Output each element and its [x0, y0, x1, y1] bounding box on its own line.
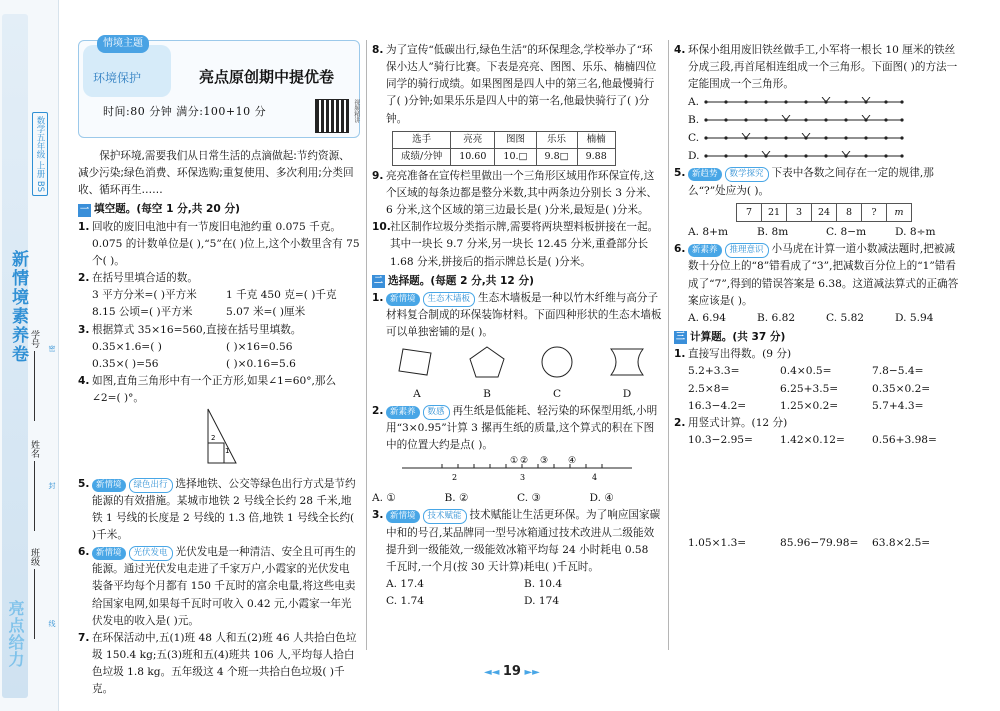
series-title: 新情境素养卷	[8, 250, 28, 364]
section-number: 三	[675, 332, 685, 343]
option-a[interactable]: A. ①	[372, 492, 396, 505]
seq-cell: m	[887, 203, 912, 221]
student-id-label: 学号	[29, 330, 39, 348]
math-item: 2.5×8=	[688, 382, 730, 395]
math-item: 63.8×2.5=	[872, 537, 931, 550]
question-text: 直接写出得数。(9 分)	[688, 348, 792, 361]
section-title: 填空题。(每空 1 分,共 20 分)	[94, 203, 240, 216]
fill-item: ( )×16=0.56	[226, 340, 293, 353]
qr-code-icon[interactable]	[315, 99, 349, 133]
seal-char: 密	[48, 345, 56, 352]
question-text: 生态木墙板是一种以竹木纤维与高分子材料复合制成的环保装饰材料。下面四种形状的生态木墙板可以单独密铺的是( )。	[386, 291, 662, 339]
qr-note: 视频精讲	[352, 99, 360, 123]
shape-option-c[interactable]	[537, 345, 577, 402]
section-number: 二	[373, 275, 383, 286]
option-label: B	[483, 387, 491, 400]
tag-new-context: 新情境	[92, 479, 126, 492]
option-b[interactable]: B. ②	[444, 492, 469, 505]
angle-label-2: 2	[211, 434, 216, 443]
student-id-field	[28, 330, 41, 421]
question-number: 3.	[372, 509, 384, 522]
question-6	[78, 544, 360, 630]
option-b[interactable]: B. 6.82	[757, 311, 796, 324]
wire-option-c[interactable]	[688, 129, 964, 147]
name-label: 姓名	[29, 440, 39, 458]
class-label: 班级	[29, 548, 39, 566]
wire-option-d[interactable]	[688, 147, 964, 165]
question-text: 回收的废旧电池中有一节废旧电池约重 0.075 千克。0.075 的计数单位是( ),“5”在( )位上,这个小数里含有 75 个( )。	[92, 220, 360, 267]
fill-item: 8.15 公顷=( )平方米	[92, 306, 193, 319]
ride-results-table	[392, 131, 616, 166]
tag-new-context: 新情境	[386, 510, 420, 523]
point-label: ④	[568, 456, 577, 467]
question-number: 10.	[372, 221, 391, 234]
math-item: 0.4×0.5=	[780, 365, 832, 378]
choice-5-options	[674, 224, 964, 241]
choice-3	[372, 507, 662, 576]
table-cell: 9.88	[577, 148, 615, 165]
option-a[interactable]: A. 6.94	[688, 311, 726, 324]
question-text: 如图,直角三角形中有一个正方形,如果∠1=60°,那么∠2=( )°。	[92, 375, 337, 405]
number-line	[372, 454, 662, 484]
table-header-cell: 乐乐	[536, 131, 577, 148]
math-item: 7.8−5.4=	[872, 365, 924, 378]
option-d[interactable]: D. 8÷m	[895, 226, 936, 239]
column-3	[674, 42, 964, 552]
exam-title: 亮点原创期中提优卷	[199, 68, 335, 86]
question-5	[78, 476, 360, 545]
question-text: 环保小组用废旧铁丝做手工,小军将一根长 10 厘米的铁丝分成三段,再首尾相连组成一个三角形。下面图( )的方法一定能围成一个三角形。	[688, 44, 958, 91]
seq-cell: 3	[787, 203, 812, 221]
option-c[interactable]: C. 8−m	[826, 226, 867, 239]
choice-4	[674, 42, 964, 93]
wire-option-a[interactable]	[688, 93, 964, 111]
seq-cell: 7	[737, 203, 762, 221]
section-title: 选择题。(每题 2 分,共 12 分)	[388, 274, 534, 287]
question-8	[372, 42, 662, 128]
table-header-cell: 亮亮	[451, 131, 495, 148]
column-divider	[668, 40, 669, 650]
question-text: 选择地铁、公交等绿色出行方式是节约能源的有效措施。某城市地铁 2 号线全长约 28 千米,地铁 1 号线的长度是 2 号线的 1.3 倍,地铁 1 号线全长约( )千米。	[92, 477, 356, 541]
fill-item: 0.35×( )=56	[92, 357, 159, 370]
column-1	[78, 40, 360, 699]
exam-header	[78, 40, 360, 138]
question-text: 在环保活动中,五(1)班 48 人和五(2)班 46 人共拾白色垃圾 150.4 kg;五(3)班和五(4)班共 106 人,平均每人拾白色垃圾 1.8 kg。五年级这 4 个班一共拾白色垃圾( )千克。	[92, 631, 357, 696]
seq-cell: ?	[862, 203, 887, 221]
choice-2-options	[372, 490, 662, 507]
option-b[interactable]: B. 8m	[757, 226, 789, 239]
column-2	[372, 42, 662, 610]
theme-name: 环境保护	[93, 71, 142, 85]
question-number: 2.	[372, 404, 384, 417]
tag-topic: 绿色出行	[129, 478, 173, 493]
question-text: 亮亮准备在宣传栏里做出一个三角形区域用作环保宣传,这个区域的每条边都是整分米数,其中两条边分别长 3 分米、6 分米,这个区域的第三边最长是( )分米,最短是( )分米。	[386, 169, 658, 217]
fill-line	[34, 461, 35, 531]
tag-topic: 技术赋能	[423, 509, 467, 524]
vertical-calc-row-2	[674, 535, 964, 552]
triangle-square-figure	[78, 407, 360, 469]
seq-cell: 8	[837, 203, 862, 221]
tag-topic: 数感	[423, 405, 450, 420]
choice-6-options	[674, 310, 964, 327]
pentagon-icon	[467, 345, 507, 379]
brand-logo: 亮点给力	[6, 600, 25, 668]
section-heading	[674, 329, 964, 346]
question-10	[372, 219, 662, 270]
option-label: C.	[688, 131, 700, 144]
choice-6	[674, 241, 964, 310]
question-9	[372, 168, 662, 219]
option-d[interactable]: D. 174	[524, 595, 560, 608]
angle-label-1: 1	[225, 447, 230, 456]
choice-1	[372, 290, 662, 341]
table-cell: 10.60	[451, 148, 495, 165]
seq-cell: 24	[812, 203, 837, 221]
intro-paragraph: 保护环境,需要我们从日常生活的点滴做起:节约资源、减少污染;绿色消费、环保选购;重复使用、多次利用;分类回收、循环再生……	[78, 150, 354, 197]
math-item: 85.96−79.98=	[780, 537, 859, 550]
seq-cell: 21	[762, 203, 787, 221]
option-label: D.	[688, 149, 700, 162]
table-cell: 成绩/分钟	[393, 148, 451, 165]
option-label: D	[622, 387, 632, 400]
question-number: 2.	[674, 416, 686, 429]
choice-3-options-row2	[372, 593, 662, 610]
wire-options	[674, 93, 964, 165]
fill-item: ( )×0.16=5.6	[226, 357, 296, 370]
tag-new-literacy: 新素养	[688, 244, 722, 257]
option-d[interactable]: D. ④	[589, 492, 614, 505]
tick-label: 2	[452, 473, 458, 483]
choice-3-options-row1	[372, 576, 662, 593]
option-a[interactable]: A. 8+m	[688, 226, 729, 239]
table-header-cell: 楠楠	[577, 131, 615, 148]
section-title: 计算题。(共 37 分)	[690, 331, 786, 344]
concave-shape-icon	[607, 345, 647, 379]
question-text: 社区制作垃圾分类指示牌,需要将两块塑料板拼接在一起。其中一块长 9.7 分米,另一块长 12.45 分米,重叠部分长 1.68 分米,拼接后的指示牌总长是( )分米。	[390, 221, 659, 268]
option-c[interactable]: C. 5.82	[826, 311, 865, 324]
option-b[interactable]: B. 10.4	[524, 578, 563, 591]
tag-new-context: 新情境	[92, 547, 126, 560]
left-arrows-icon: ◄◄	[484, 667, 503, 678]
tag-topic: 生态木墙板	[423, 292, 476, 307]
option-c[interactable]: C. 1.74	[386, 595, 425, 608]
circle-icon	[537, 345, 577, 379]
number-sequence-table	[736, 203, 912, 222]
fill-item: 3 平方分米=( )平方米	[92, 289, 197, 302]
name-field	[28, 440, 41, 531]
vertical-calc-row-1	[674, 432, 964, 449]
math-item: 16.3−4.2=	[688, 399, 747, 412]
question-7	[78, 630, 360, 699]
wire-option-b[interactable]	[688, 111, 964, 129]
question-number: 8.	[372, 44, 384, 56]
segmented-wire-icon	[704, 133, 904, 143]
question-text: 根据算式 35×16=560,直接在括号里填数。	[92, 323, 302, 336]
quadrilateral-icon	[397, 345, 437, 379]
question-1	[78, 219, 360, 270]
question-number: 2.	[78, 272, 90, 285]
seal-char: 线	[48, 620, 56, 627]
question-number: 7.	[78, 631, 90, 644]
fill-line	[34, 569, 35, 639]
tag-new-context: 新情境	[386, 293, 420, 306]
section-heading	[78, 201, 360, 218]
question-number: 1.	[78, 220, 90, 233]
question-4	[78, 373, 360, 407]
column-divider	[366, 40, 367, 650]
tag-new-trend: 新趋势	[688, 168, 722, 181]
option-d[interactable]: D. 5.94	[895, 311, 934, 324]
segmented-wire-icon	[704, 151, 904, 161]
segmented-wire-icon	[704, 115, 904, 125]
table-cell: 9.8□	[536, 148, 577, 165]
tag-new-literacy: 新素养	[386, 406, 420, 419]
theme-tag: 情境主题	[97, 35, 149, 53]
point-label: ③	[540, 456, 549, 467]
math-item: 5.7+4.3=	[872, 399, 924, 412]
work-space	[674, 449, 964, 535]
segmented-wire-icon	[704, 97, 904, 107]
question-text: 在括号里填合适的数。	[92, 272, 198, 285]
section-number: 一	[79, 204, 89, 215]
shape-option-a[interactable]	[397, 345, 437, 402]
shape-option-d[interactable]	[607, 345, 647, 402]
point-label: ②	[520, 456, 529, 467]
fill-item: 1 千克 450 克=( )千克	[226, 289, 337, 302]
table-header-cell: 选手	[393, 131, 451, 148]
mental-math-grid	[674, 363, 964, 414]
time-score-line: 时间:80 分钟 满分:100+10 分	[103, 105, 267, 118]
tick-label: 3	[520, 473, 526, 483]
fill-item: 5.07 米=( )厘米	[226, 306, 306, 319]
option-label: C	[552, 387, 562, 400]
calc-2	[674, 415, 964, 432]
math-item: 1.05×1.3=	[688, 537, 747, 550]
question-number: 1.	[372, 291, 384, 304]
calc-1	[674, 346, 964, 363]
tile-shapes	[382, 345, 662, 402]
math-item: 0.35×0.2=	[872, 382, 931, 395]
table-cell: 10.□	[495, 148, 536, 165]
question-number: 6.	[78, 546, 90, 559]
option-label: B.	[688, 113, 700, 126]
edition-label: 数学五年级 上册 BS	[32, 112, 48, 196]
class-field	[28, 548, 41, 639]
option-label: A.	[688, 95, 700, 108]
question-text: 光伏发电是一种清洁、安全且可再生的能源。通过光伏发电走进了千家万户,小霞家的光伏发电装备平均每个月都有 150 千瓦时的富余电量,将这些电卖给国家电网,如果每千瓦时可收入 0.42 元,小霞家一年光伏发电的收入是( )元。	[92, 546, 356, 627]
binding-strip	[0, 0, 59, 711]
question-number: 3.	[78, 323, 90, 336]
question-3	[78, 322, 360, 373]
page-number	[484, 664, 540, 679]
question-text: 技术赋能让生活更环保。为了响应国家碳中和的号召,某品牌同一型号冰箱通过技术改进从二级能效提升到一级能效,一级能效冰箱平均每 24 小时耗电 0.58 千瓦时,一个月(按 30 天计算)耗电( )千瓦时。	[386, 509, 661, 573]
question-text: 下表中各数之间存在一定的规律,那么“?”处应为( )。	[688, 167, 934, 197]
seal-char: 封	[48, 482, 56, 489]
question-number: 9.	[372, 169, 384, 182]
choice-5	[674, 165, 964, 199]
tag-topic: 推理意识	[725, 243, 769, 258]
question-2	[78, 270, 360, 321]
table-header-cell: 图图	[495, 131, 536, 148]
option-label: A	[413, 387, 421, 400]
question-number: 4.	[78, 375, 90, 388]
theme-box	[83, 38, 171, 97]
math-item: 6.25+3.5=	[780, 382, 839, 395]
math-item: 0.56+3.98=	[872, 434, 937, 447]
fill-item: 0.35×1.6=( )	[92, 340, 162, 353]
question-number: 4.	[674, 44, 686, 56]
question-text: 用竖式计算。(12 分)	[688, 416, 788, 429]
point-label: ①	[510, 456, 519, 467]
math-item: 1.25×0.2=	[780, 399, 839, 412]
question-text: 为了宣传“低碳出行,绿色生活”的环保理念,学校举办了“环保小达人”骑行比赛。下表是亮亮、图图、乐乐、楠楠四位同学的骑行成绩。如果图图是四人中的第三名,他最慢骑行了( )分钟;如果乐乐是四人中的第一名,他最快骑行了( )分钟。	[386, 44, 657, 125]
question-number: 5.	[674, 167, 686, 180]
option-a[interactable]: A. 17.4	[386, 578, 424, 591]
page-number-value: 19	[502, 664, 521, 679]
math-item: 1.42×0.12=	[780, 434, 845, 447]
choice-2	[372, 403, 662, 454]
question-text: 小马虎在计算一道小数减法题时,把被减数十分位上的“8”错看成了“3”,把减数百分位上的“1”错看成了“7”,得到的错误答案是 6.38。这道减法算式的正确答案应该是( )。	[688, 243, 959, 307]
math-item: 10.3−2.95=	[688, 434, 753, 447]
right-arrows-icon: ►►	[520, 667, 540, 678]
math-item: 5.2+3.3=	[688, 365, 740, 378]
option-c[interactable]: C. ③	[517, 492, 541, 505]
tag-topic: 光伏发电	[129, 546, 173, 561]
question-number: 1.	[674, 348, 686, 361]
tick-label: 4	[592, 473, 598, 483]
question-text: 再生纸是低能耗、轻污染的环保型用纸,小明用“3×0.95”计算 3 摞再生纸的质量,这个算式的积在下图中的位置大约是点( )。	[386, 404, 658, 451]
tag-topic: 数学探究	[725, 167, 769, 182]
question-number: 6.	[674, 243, 686, 256]
shape-option-b[interactable]	[467, 345, 507, 402]
question-number: 5.	[78, 477, 90, 490]
fill-line	[34, 351, 35, 421]
section-heading	[372, 273, 662, 290]
